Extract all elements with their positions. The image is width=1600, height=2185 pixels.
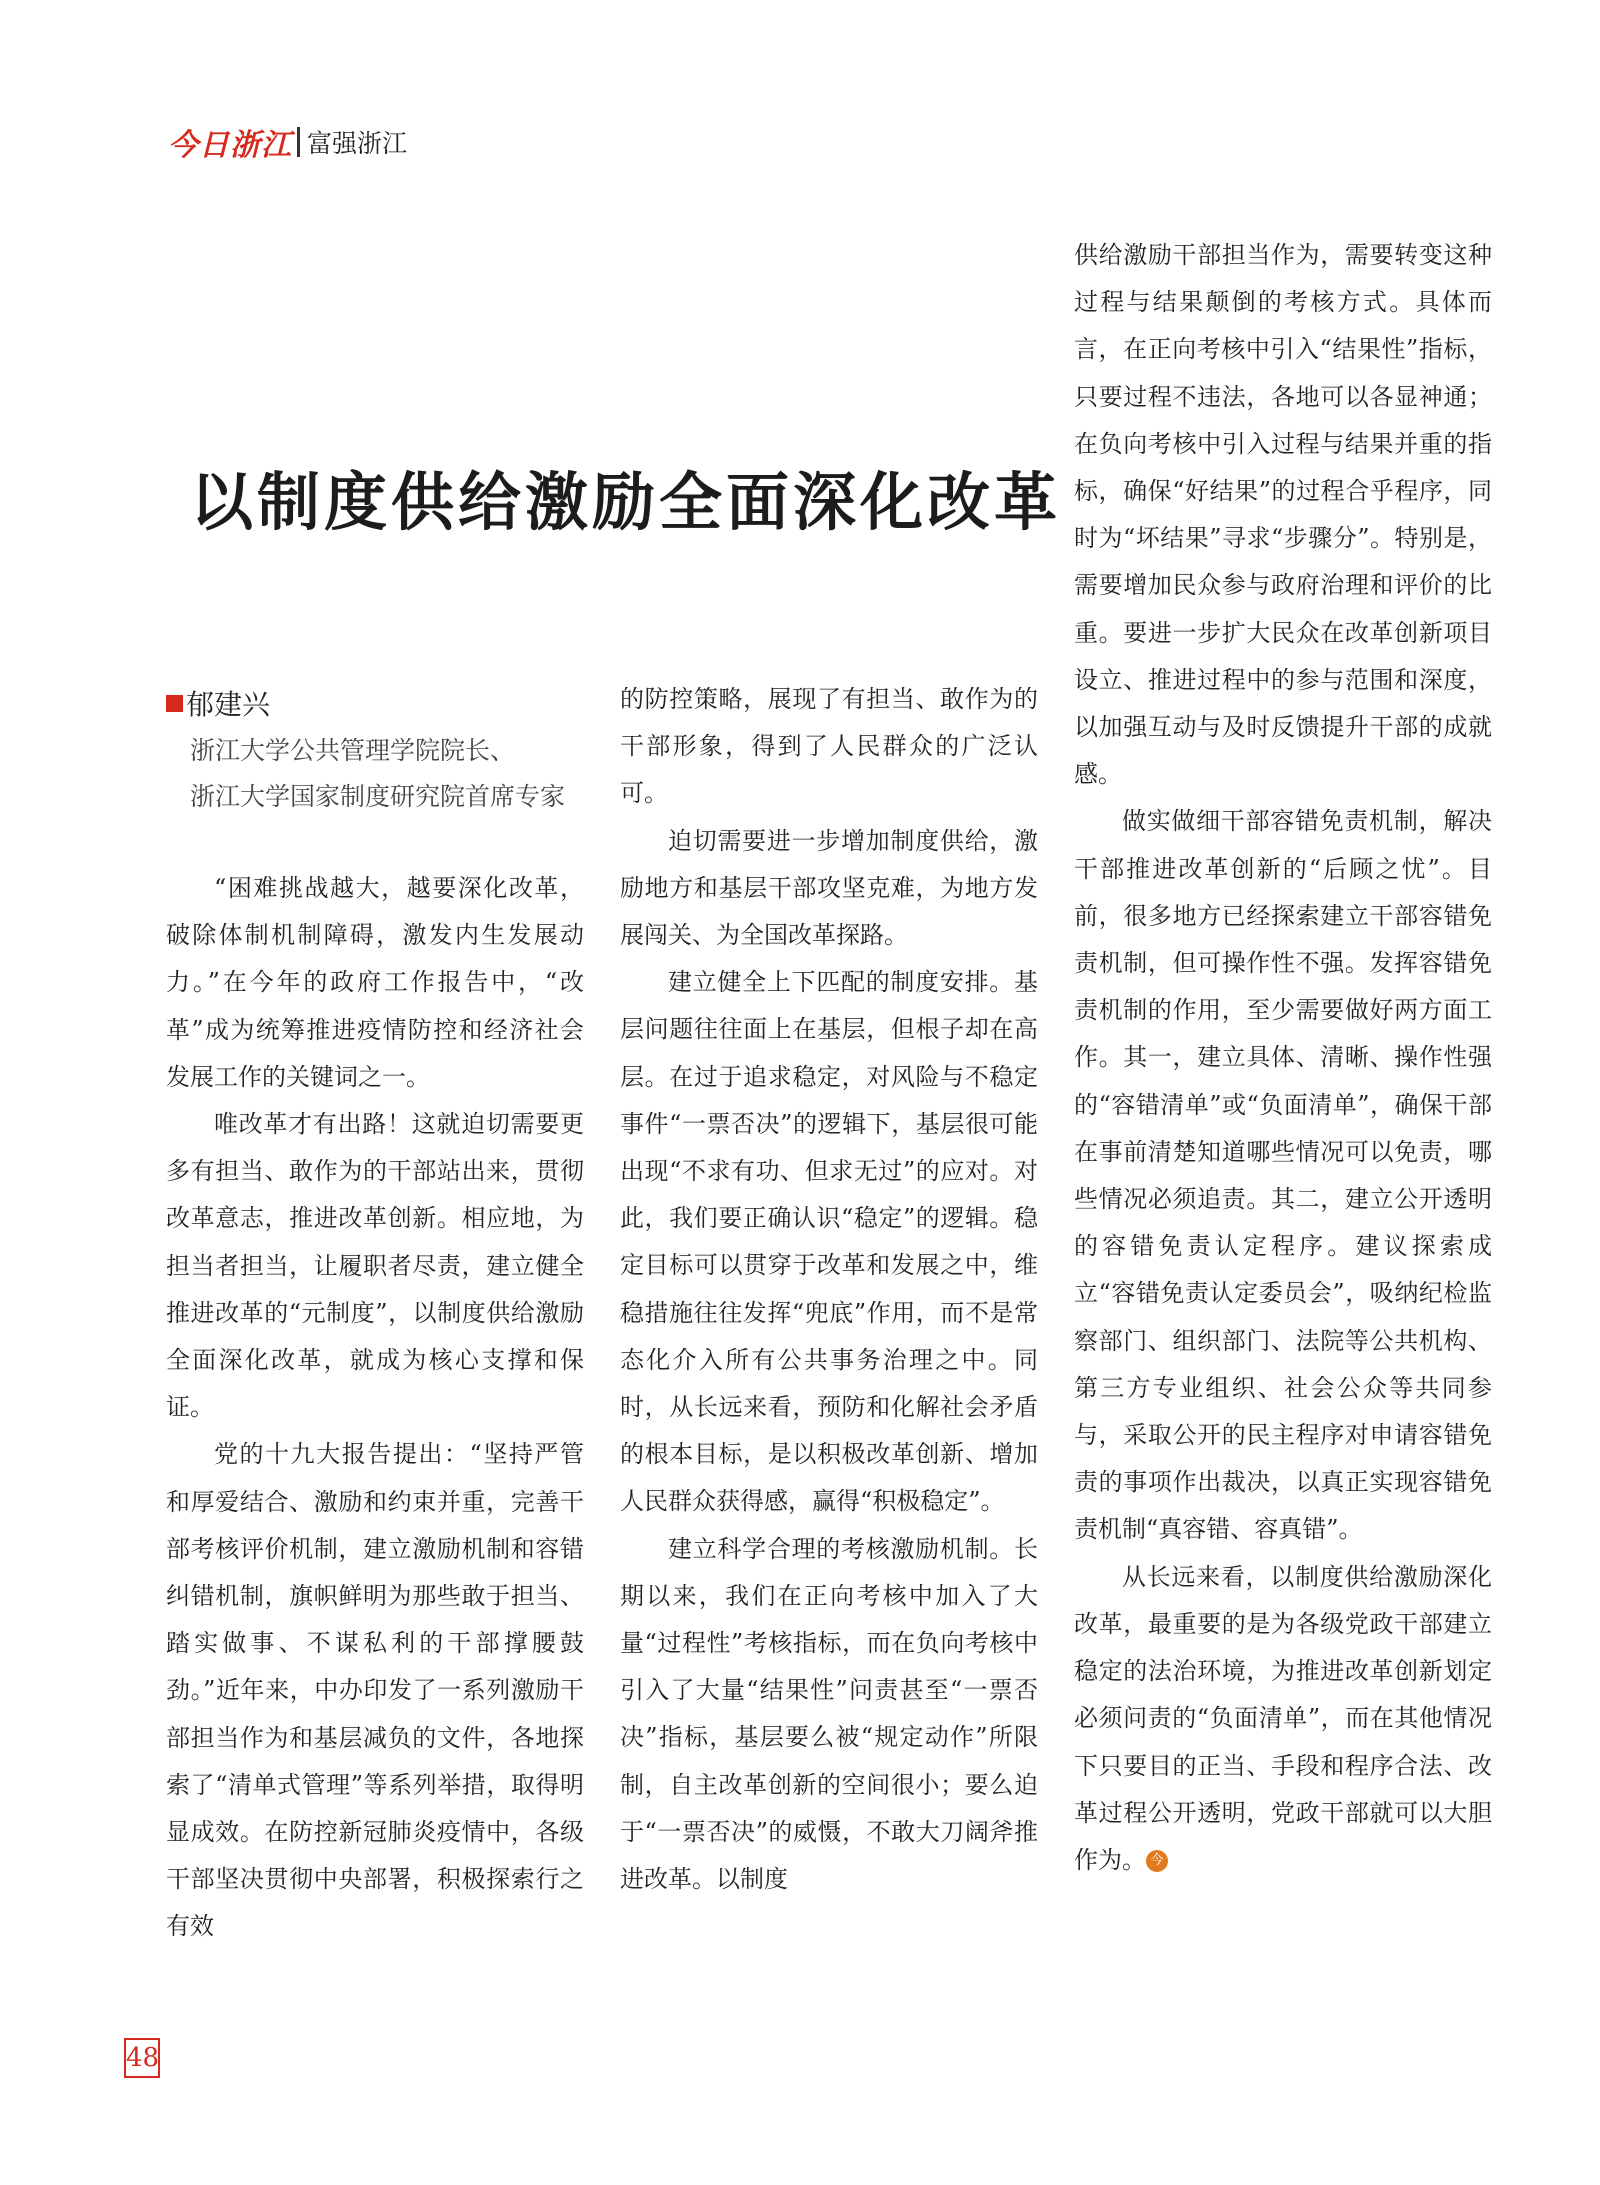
paragraph-continued: 供给激励干部担当作为，需要转变这种过程与结果颠倒的考核方式。具体而言，在正向考核中引入“结果性”指标，只要过程不违法，各地可以各显神通；在负向考核中引入过程与结果并重的指标，确保“好结果”的过程合乎程序，同时为“坏结果”寻求“步骤分”。特别是，需要增加民众参与政府治理和评价的比重。要进一步扩大民众在改革创新项目设立、推进过程中的参与范围和深度，以加强互动与及时反馈提升干部的成就感。 (1074, 241, 1492, 789)
end-mark-icon: 今 (1146, 1850, 1168, 1872)
author-line (166, 683, 270, 723)
masthead (168, 122, 407, 162)
paragraph: 党的十九大报告提出：“坚持严管和厚爱结合、激励和约束并重，完善干部考核评价机制，建立激励机制和容错纠错机制，旗帜鲜明为那些敢于担当、踏实做事、不谋私利的干部撑腰鼓劲。”近年来，中办印发了一系列激励干部担当作为和基层减负的文件，各地探索了“清单式管理”等系列举措，取得明显成效。在防控新冠肺炎疫情中，各级干部坚决贯彻中央部署，积极探索行之有效 (166, 1440, 584, 1941)
paragraph: “困难挑战越大，越要深化改革，破除体制机制障碍，激发内生发展动力。”在今年的政府工作报告中，“改革”成为统筹推进疫情防控和经济社会发展工作的关键词之一。 (166, 874, 584, 1091)
paragraph: 建立健全上下匹配的制度安排。基层问题往往面上在基层，但根子却在高层。在过于追求稳定，对风险与不稳定事件“一票否决”的逻辑下，基层很可能出现“不求有功、但求无过”的应对。对此，我们要正确认识“稳定”的逻辑。稳定目标可以贯穿于改革和发展之中，维稳措施往往发挥“兜底”作用，而不是常态化介入所有公共事务治理之中。同时，从长远来看，预防和化解社会矛盾的根本目标，是以积极改革创新、增加人民群众获得感，赢得“积极稳定”。 (620, 968, 1038, 1516)
author-name: 郁建兴 (186, 688, 271, 721)
column-3 (1074, 232, 1492, 1884)
masthead-divider (297, 127, 300, 157)
column-2 (620, 676, 1038, 1903)
affiliation-line: 浙江大学国家制度研究院首席专家 (190, 782, 566, 811)
magazine-logo: 今日浙江 (168, 128, 292, 163)
paragraph: 建立科学合理的考核激励机制。长期以来，我们在正向考核中加入了大量“过程性”考核指标，而在负向考核中引入了大量“结果性”问责甚至“一票否决”指标，基层要么被“规定动作”所限制，自主改革创新的空间很小；要么迫于“一票否决”的威慑，不敢大刀阔斧推进改革。以制度 (620, 1534, 1038, 1894)
last-paragraph (1074, 1554, 1492, 1884)
paragraph: 迫切需要进一步增加制度供给，激励地方和基层干部攻坚克难，为地方发展闯关、为全国改革探路。 (620, 826, 1038, 950)
paragraph-continued: 的防控策略，展现了有担当、敢作为的干部形象，得到了人民群众的广泛认可。 (620, 685, 1038, 808)
affiliation-line: 浙江大学公共管理学院院长、 (190, 736, 516, 765)
paragraph-text: 从长远来看，以制度供给激励深化改革，最重要的是为各级党政干部建立稳定的法治环境，为推进改革创新划定必须问责的“负面清单”，而在其他情况下只要目的正当、手段和程序合法、改革过程公开透明，党政干部就可以大胆作为。 (1074, 1562, 1492, 1874)
column-1 (166, 865, 584, 1951)
paragraph: 唯改革才有出路！这就迫切需要更多有担当、敢作为的干部站出来，贯彻改革意志，推进改革创新。相应地，为担当者担当，让履职者尽责，建立健全推进改革的“元制度”，以制度供给激励全面深化改革，就成为核心支撑和保证。 (166, 1110, 584, 1422)
section-name: 富强浙江 (307, 129, 408, 158)
page-number: 48 (124, 2038, 160, 2078)
paragraph: 做实做细干部容错免责机制，解决干部推进改革创新的“后顾之忧”。目前，很多地方已经探索建立干部容错免责机制，但可操作性不强。发挥容错免责机制的作用，至少需要做好两方面工作。其一，建立具体、清晰、操作性强的“容错清单”或“负面清单”，确保干部在事前清楚知道哪些情况可以免责，哪些情况必须追责。其二，建立公开透明的容错免责认定程序。建议探索成立“容错免责认定委员会”，吸纳纪检监察部门、组织部门、法院等公共机构、第三方专业组织、社会公众等共同参与，采取公开的民主程序对申请容错免责的事项作出裁决，以真正实现容错免责机制“真容错、容真错”。 (1074, 807, 1492, 1544)
author-marker-icon (166, 695, 183, 712)
author-affiliation (190, 728, 565, 820)
article-title: 以制度供给激励全面深化改革 (190, 466, 1061, 539)
